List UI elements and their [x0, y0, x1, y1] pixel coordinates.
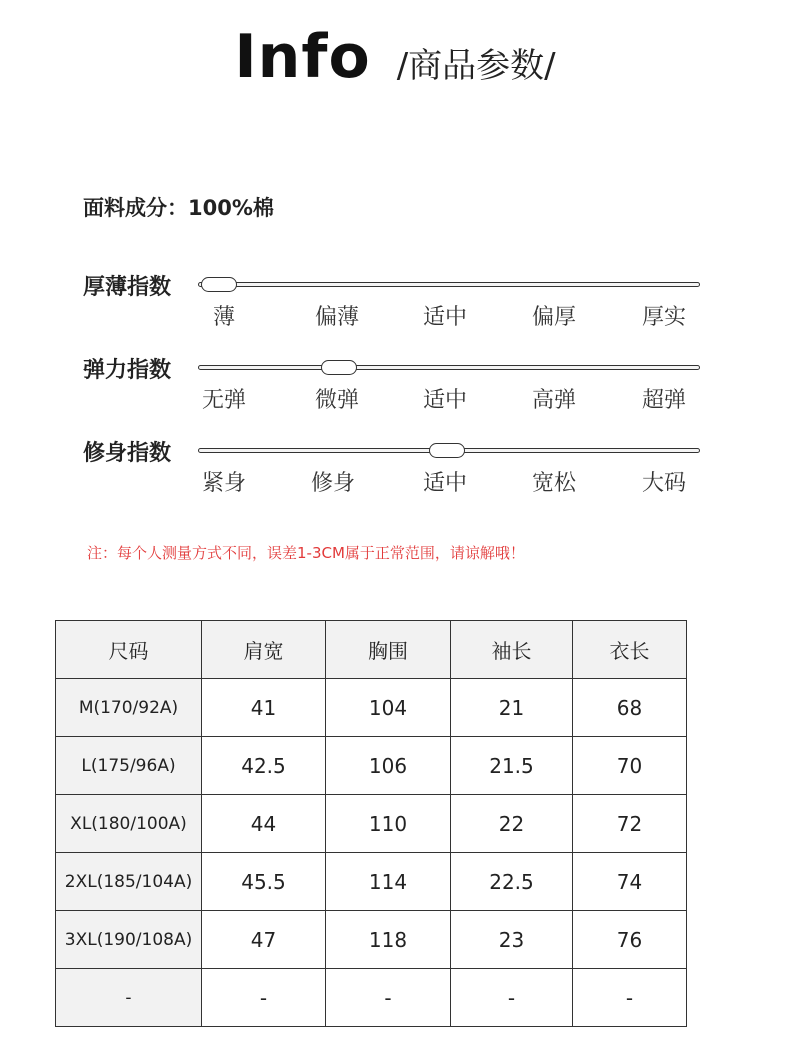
fit-index-options: [0, 466, 790, 496]
table-row: [56, 679, 687, 737]
elasticity-index-knob: [321, 360, 357, 375]
info-title: Info: [234, 22, 371, 92]
size-label-cell: M(170/92A): [56, 679, 202, 737]
measurement-note: 注：每个人测量方式不同，误差1-3CM属于正常范围，请谅解哦！: [87, 544, 525, 562]
size-label-cell: L(175/96A): [56, 737, 202, 795]
fit-option: 适中: [422, 471, 467, 496]
elasticity-option: 高弹: [531, 388, 576, 413]
elasticity-option: 无弹: [201, 388, 246, 413]
size-value-cell: 68: [573, 679, 687, 737]
size-value-cell: 45.5: [202, 853, 326, 911]
fabric-composition: 面料成分：100%棉: [83, 196, 274, 220]
size-header-cell: 尺码: [56, 621, 202, 679]
size-value-cell: 72: [573, 795, 687, 853]
elasticity-index-track: [198, 365, 700, 370]
thickness-option: 薄: [212, 305, 235, 330]
thickness-option: 适中: [422, 305, 467, 330]
size-value-cell: 110: [326, 795, 451, 853]
size-value-cell: 22.5: [451, 853, 573, 911]
size-label-cell: -: [56, 969, 202, 1027]
page-header: [0, 22, 790, 92]
thickness-option: 偏厚: [531, 305, 576, 330]
size-value-cell: 21.5: [451, 737, 573, 795]
elasticity-index-row: [0, 353, 790, 433]
size-value-cell: 118: [326, 911, 451, 969]
size-value-cell: 23: [451, 911, 573, 969]
table-row: [56, 737, 687, 795]
thickness-index-track: [198, 282, 700, 287]
size-value-cell: 21: [451, 679, 573, 737]
size-value-cell: 74: [573, 853, 687, 911]
size-header-cell: 衣长: [573, 621, 687, 679]
size-value-cell: -: [326, 969, 451, 1027]
size-table: [55, 620, 687, 1027]
size-value-cell: 47: [202, 911, 326, 969]
size-value-cell: 22: [451, 795, 573, 853]
table-row: [56, 795, 687, 853]
size-header-cell: 胸围: [326, 621, 451, 679]
size-value-cell: 44: [202, 795, 326, 853]
size-value-cell: -: [202, 969, 326, 1027]
size-value-cell: 76: [573, 911, 687, 969]
thickness-option: 偏薄: [314, 305, 359, 330]
elasticity-index-label: 弹力指数: [83, 358, 172, 383]
size-table-header-row: [56, 621, 687, 679]
fit-index-knob: [429, 443, 465, 458]
fit-index-track: [198, 448, 700, 453]
size-value-cell: 106: [326, 737, 451, 795]
size-value-cell: -: [451, 969, 573, 1027]
fit-option: 修身: [310, 471, 355, 496]
size-header-cell: 袖长: [451, 621, 573, 679]
size-label-cell: 3XL(190/108A): [56, 911, 202, 969]
size-label-cell: XL(180/100A): [56, 795, 202, 853]
table-row: [56, 969, 687, 1027]
fit-option: 紧身: [201, 471, 246, 496]
size-label-cell: 2XL(185/104A): [56, 853, 202, 911]
size-value-cell: -: [573, 969, 687, 1027]
thickness-index-row: [0, 270, 790, 350]
fit-option: 宽松: [531, 471, 576, 496]
elasticity-index-options: [0, 383, 790, 413]
table-row: [56, 853, 687, 911]
elasticity-option: 适中: [422, 388, 467, 413]
fit-option: 大码: [641, 471, 686, 496]
size-value-cell: 41: [202, 679, 326, 737]
size-value-cell: 114: [326, 853, 451, 911]
size-value-cell: 42.5: [202, 737, 326, 795]
table-row: [56, 911, 687, 969]
thickness-index-label: 厚薄指数: [83, 275, 172, 300]
size-value-cell: 104: [326, 679, 451, 737]
elasticity-option: 超弹: [641, 388, 686, 413]
thickness-index-options: [0, 300, 790, 330]
size-value-cell: 70: [573, 737, 687, 795]
size-header-cell: 肩宽: [202, 621, 326, 679]
fit-index-row: [0, 436, 790, 516]
thickness-index-knob: [201, 277, 237, 292]
fit-index-label: 修身指数: [83, 441, 172, 466]
elasticity-option: 微弹: [314, 388, 359, 413]
thickness-option: 厚实: [641, 305, 686, 330]
info-subtitle: /商品参数/: [396, 46, 556, 86]
